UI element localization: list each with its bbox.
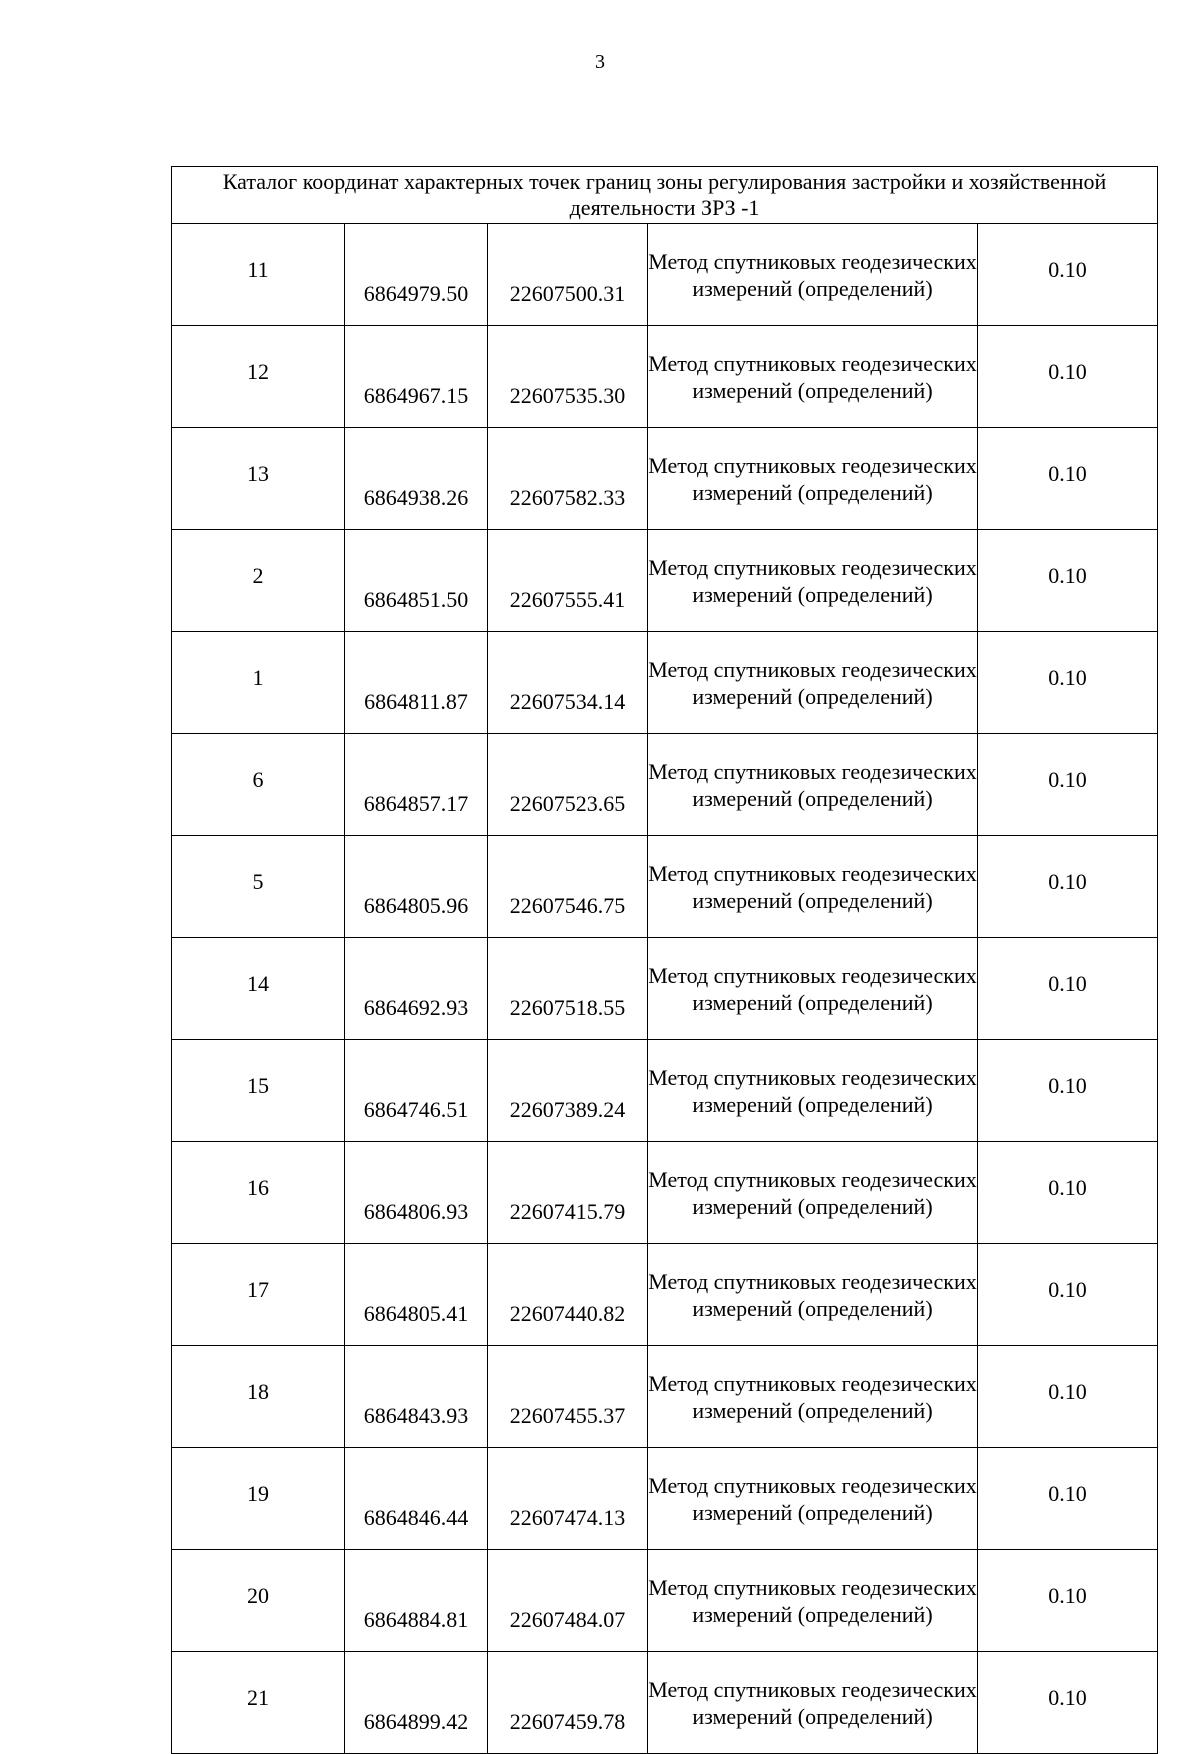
y-coordinate-cell: 22607534.14: [488, 632, 648, 734]
point-number-cell: 11: [172, 224, 345, 326]
point-number-cell: 19: [172, 1448, 345, 1550]
method-cell: Метод спутниковых геодезических измерений (определений): [648, 632, 978, 734]
y-coordinate-cell: 22607500.31: [488, 224, 648, 326]
method-cell: Метод спутниковых геодезических измерений (определений): [648, 938, 978, 1040]
point-number-cell: 6: [172, 734, 345, 836]
table-row: [172, 734, 1158, 836]
accuracy-cell: 0.10: [978, 1142, 1158, 1244]
accuracy-cell: 0.10: [978, 1652, 1158, 1754]
x-coordinate-cell: 6864843.93: [345, 1346, 488, 1448]
table-row: [172, 530, 1158, 632]
accuracy-cell: 0.10: [978, 530, 1158, 632]
table-row: [172, 1652, 1158, 1754]
point-number-cell: 12: [172, 326, 345, 428]
coordinates-catalog-table: [171, 166, 1158, 1754]
x-coordinate-cell: 6864846.44: [345, 1448, 488, 1550]
accuracy-cell: 0.10: [978, 836, 1158, 938]
point-number-cell: 15: [172, 1040, 345, 1142]
y-coordinate-cell: 22607440.82: [488, 1244, 648, 1346]
accuracy-cell: 0.10: [978, 734, 1158, 836]
method-cell: Метод спутниковых геодезических измерений (определений): [648, 734, 978, 836]
y-coordinate-cell: 22607455.37: [488, 1346, 648, 1448]
y-coordinate-cell: 22607535.30: [488, 326, 648, 428]
point-number-cell: 5: [172, 836, 345, 938]
method-cell: Метод спутниковых геодезических измерений (определений): [648, 530, 978, 632]
table-row: [172, 632, 1158, 734]
x-coordinate-cell: 6864851.50: [345, 530, 488, 632]
table-row: [172, 1346, 1158, 1448]
y-coordinate-cell: 22607546.75: [488, 836, 648, 938]
method-cell: Метод спутниковых геодезических измерений (определений): [648, 1346, 978, 1448]
accuracy-cell: 0.10: [978, 1040, 1158, 1142]
accuracy-cell: 0.10: [978, 326, 1158, 428]
method-cell: Метод спутниковых геодезических измерений (определений): [648, 1550, 978, 1652]
x-coordinate-cell: 6864938.26: [345, 428, 488, 530]
accuracy-cell: 0.10: [978, 428, 1158, 530]
x-coordinate-cell: 6864692.93: [345, 938, 488, 1040]
method-cell: Метод спутниковых геодезических измерений (определений): [648, 1652, 978, 1754]
x-coordinate-cell: 6864857.17: [345, 734, 488, 836]
table-row: [172, 326, 1158, 428]
method-cell: Метод спутниковых геодезических измерений (определений): [648, 428, 978, 530]
point-number-cell: 2: [172, 530, 345, 632]
point-number-cell: 17: [172, 1244, 345, 1346]
method-cell: Метод спутниковых геодезических измерений (определений): [648, 836, 978, 938]
x-coordinate-cell: 6864805.96: [345, 836, 488, 938]
table-row: [172, 1244, 1158, 1346]
point-number-cell: 14: [172, 938, 345, 1040]
page-number: 3: [595, 51, 605, 73]
y-coordinate-cell: 22607555.41: [488, 530, 648, 632]
point-number-cell: 13: [172, 428, 345, 530]
accuracy-cell: 0.10: [978, 224, 1158, 326]
method-cell: Метод спутниковых геодезических измерений (определений): [648, 224, 978, 326]
method-cell: Метод спутниковых геодезических измерений (определений): [648, 1244, 978, 1346]
x-coordinate-cell: 6864806.93: [345, 1142, 488, 1244]
method-cell: Метод спутниковых геодезических измерений (определений): [648, 326, 978, 428]
y-coordinate-cell: 22607459.78: [488, 1652, 648, 1754]
accuracy-cell: 0.10: [978, 938, 1158, 1040]
y-coordinate-cell: 22607389.24: [488, 1040, 648, 1142]
method-cell: Метод спутниковых геодезических измерений (определений): [648, 1040, 978, 1142]
table-row: [172, 938, 1158, 1040]
point-number-cell: 1: [172, 632, 345, 734]
x-coordinate-cell: 6864805.41: [345, 1244, 488, 1346]
y-coordinate-cell: 22607415.79: [488, 1142, 648, 1244]
accuracy-cell: 0.10: [978, 1244, 1158, 1346]
table-row: [172, 428, 1158, 530]
table-row: [172, 1448, 1158, 1550]
x-coordinate-cell: 6864979.50: [345, 224, 488, 326]
table-row: [172, 224, 1158, 326]
table-row: [172, 1550, 1158, 1652]
method-cell: Метод спутниковых геодезических измерений (определений): [648, 1448, 978, 1550]
y-coordinate-cell: 22607518.55: [488, 938, 648, 1040]
table-row: [172, 1142, 1158, 1244]
y-coordinate-cell: 22607484.07: [488, 1550, 648, 1652]
accuracy-cell: 0.10: [978, 1448, 1158, 1550]
method-cell: Метод спутниковых геодезических измерений (определений): [648, 1142, 978, 1244]
point-number-cell: 21: [172, 1652, 345, 1754]
table-title: Каталог координат характерных точек границ зоны регулирования застройки и хозяйственной деятельности ЗРЗ -1: [172, 167, 1158, 224]
y-coordinate-cell: 22607474.13: [488, 1448, 648, 1550]
table-title-row: [172, 167, 1158, 224]
accuracy-cell: 0.10: [978, 1550, 1158, 1652]
x-coordinate-cell: 6864811.87: [345, 632, 488, 734]
x-coordinate-cell: 6864884.81: [345, 1550, 488, 1652]
point-number-cell: 18: [172, 1346, 345, 1448]
accuracy-cell: 0.10: [978, 1346, 1158, 1448]
accuracy-cell: 0.10: [978, 632, 1158, 734]
y-coordinate-cell: 22607523.65: [488, 734, 648, 836]
point-number-cell: 16: [172, 1142, 345, 1244]
table-row: [172, 1040, 1158, 1142]
x-coordinate-cell: 6864746.51: [345, 1040, 488, 1142]
x-coordinate-cell: 6864967.15: [345, 326, 488, 428]
catalog-body: [172, 167, 1158, 1754]
point-number-cell: 20: [172, 1550, 345, 1652]
x-coordinate-cell: 6864899.42: [345, 1652, 488, 1754]
y-coordinate-cell: 22607582.33: [488, 428, 648, 530]
table-row: [172, 836, 1158, 938]
